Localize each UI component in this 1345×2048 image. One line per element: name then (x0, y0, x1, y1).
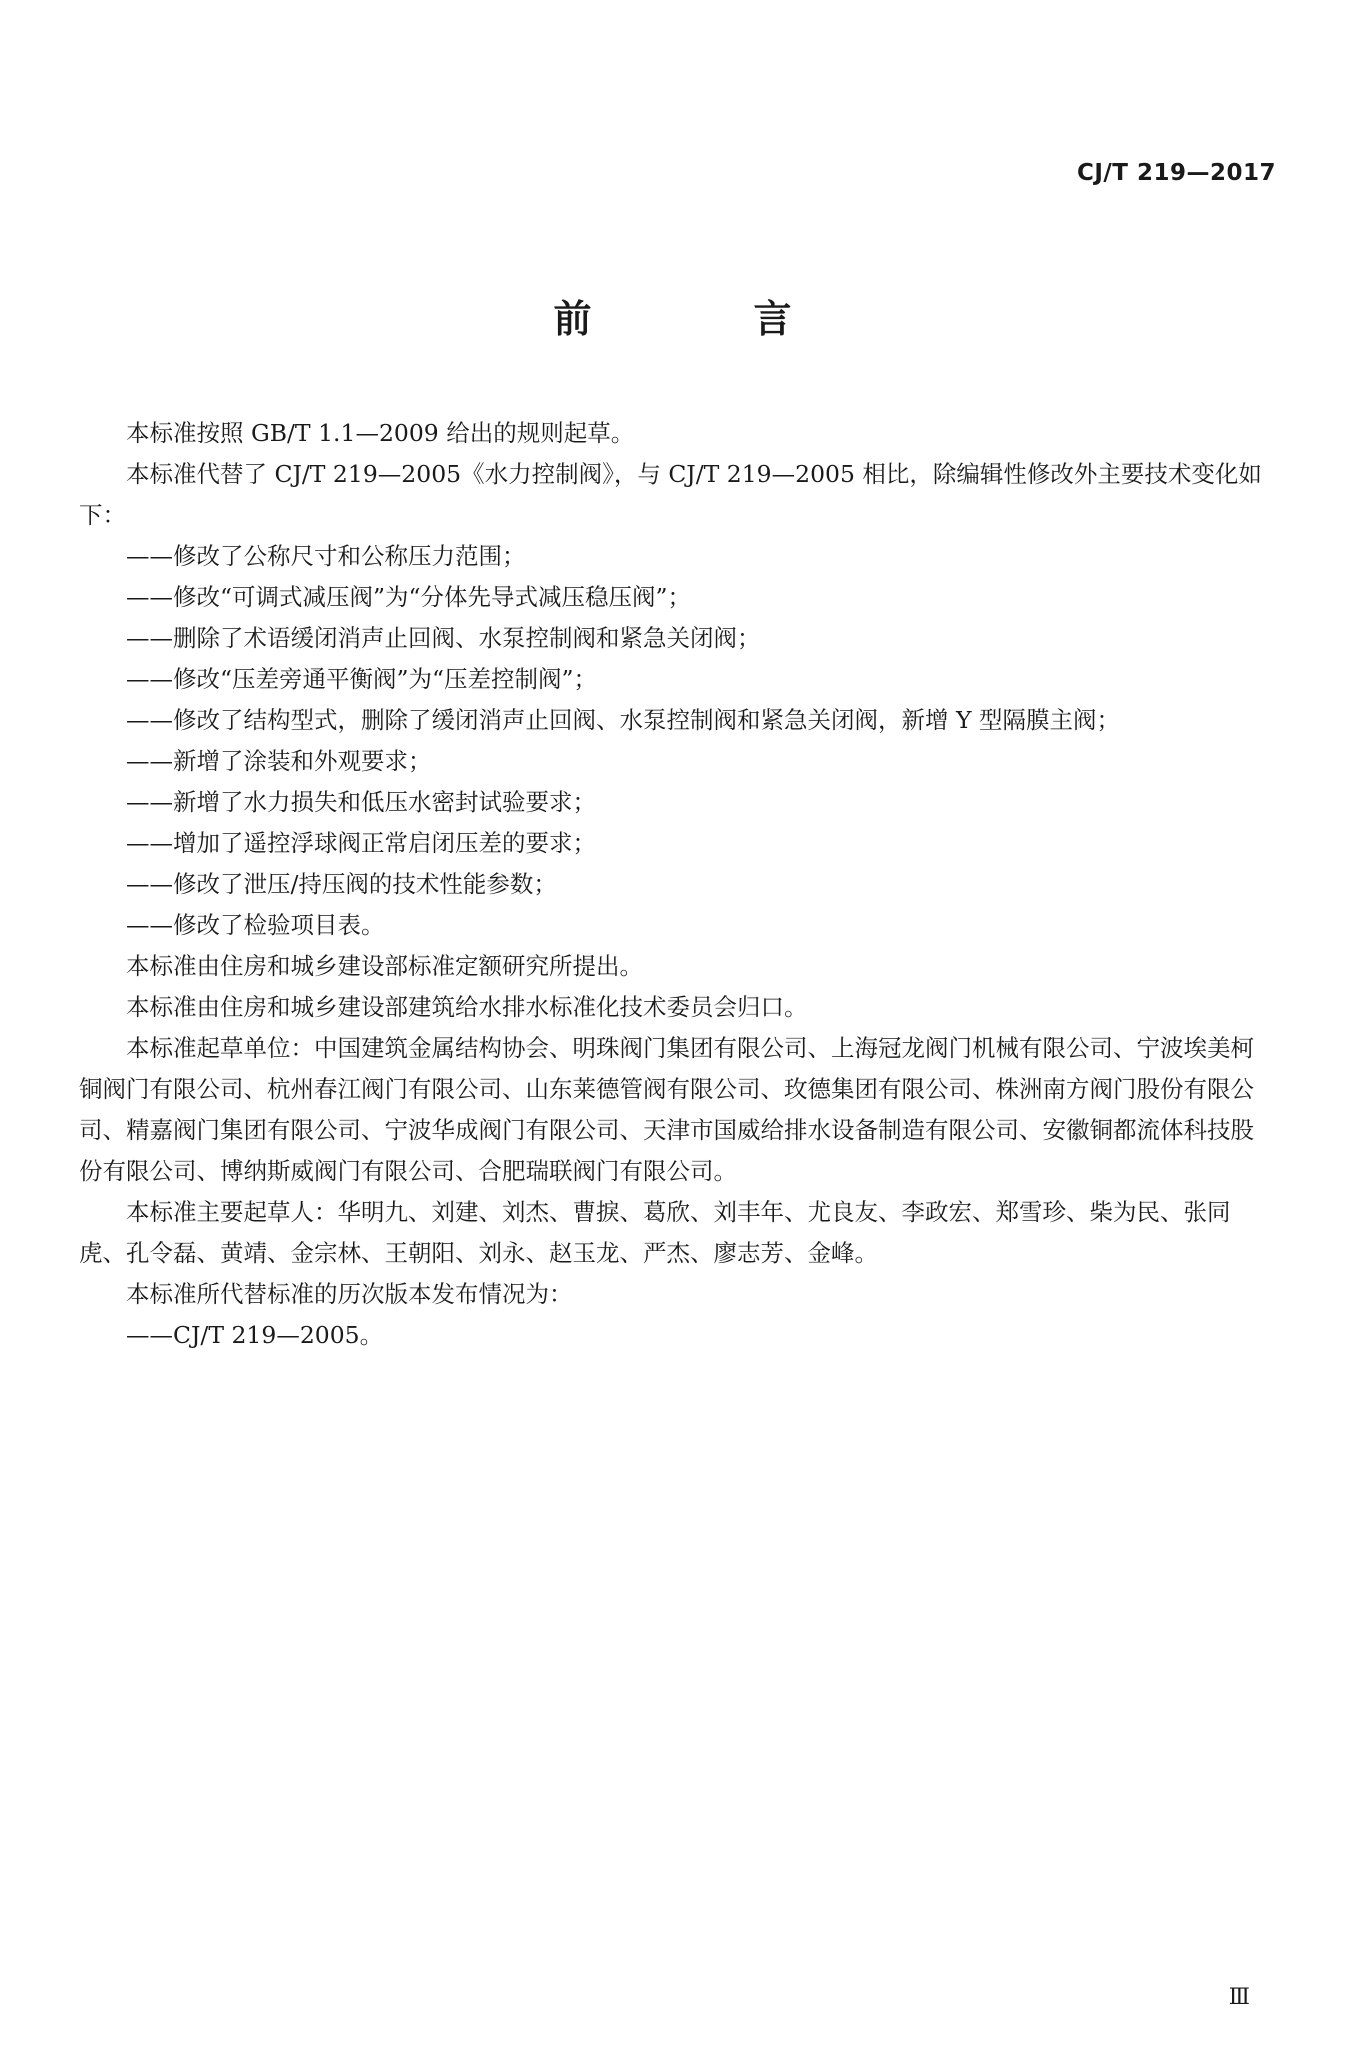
paragraph-drafting-units: 本标准起草单位：中国建筑金属结构协会、明珠阀门集团有限公司、上海冠龙阀门机械有限公司、宁波埃美柯铜阀门有限公司、杭州春江阀门有限公司、山东莱德管阀有限公司、玫德集团有限公司、株洲南方阀门股份有限公司、精嘉阀门集团有限公司、宁波华成阀门有限公司、天津市国威给排水设备制造有限公司、安徽铜都流体科技股份有限公司、博纳斯威阀门有限公司、合肥瑞联阀门有限公司。 (79, 1034, 1254, 1185)
standard-code: CJ/T 219—2017 (1076, 160, 1276, 186)
list-item: ——修改了结构型式，删除了缓闭消声止回阀、水泵控制阀和紧急关闭阀，新增 Y 型隔膜主阀； (126, 706, 1120, 734)
list-item: ——CJ/T 219—2005。 (126, 1321, 384, 1349)
list-item: ——修改了公称尺寸和公称压力范围； (126, 542, 526, 570)
list-item: ——修改了检验项目表。 (126, 911, 385, 939)
page-number: Ⅲ (1228, 1985, 1250, 2010)
list-item: ——修改“可调式减压阀”为“分体先导式减压稳压阀”； (126, 583, 692, 611)
paragraph-drafting-rules: 本标准按照 GB/T 1.1—2009 给出的规则起草。 (126, 419, 635, 447)
list-item: ——新增了水力损失和低压水密封试验要求； (126, 788, 596, 816)
list-item: ——增加了遥控浮球阀正常启闭压差的要求； (126, 829, 596, 857)
paragraph-committee: 本标准由住房和城乡建设部建筑给水排水标准化技术委员会归口。 (126, 993, 808, 1021)
list-item: ——修改“压差旁通平衡阀”为“压差控制阀”； (126, 665, 598, 693)
paragraph-history-intro: 本标准所代替标准的历次版本发布情况为： (126, 1280, 573, 1308)
paragraph-drafters: 本标准主要起草人：华明九、刘建、刘杰、曹捩、葛欣、刘丰年、尤良友、李政宏、郑雪珍、柴为民、张同虎、孔令磊、黄靖、金宗林、王朝阳、刘永、赵玉龙、严杰、廖志芳、金峰。 (79, 1198, 1231, 1267)
list-item: ——修改了泄压/持压阀的技术性能参数； (126, 870, 557, 898)
paragraph-proposer: 本标准由住房和城乡建设部标准定额研究所提出。 (126, 952, 643, 980)
paragraph-replacement: 本标准代替了 CJ/T 219—2005《水力控制阀》，与 CJ/T 219—2005 相比，除编辑性修改外主要技术变化如下： (79, 460, 1262, 529)
document-body (79, 413, 1272, 1356)
page-title: 前 言 (553, 297, 854, 341)
list-item: ——新增了涂装和外观要求； (126, 747, 432, 775)
list-item: ——删除了术语缓闭消声止回阀、水泵控制阀和紧急关闭阀； (126, 624, 761, 652)
